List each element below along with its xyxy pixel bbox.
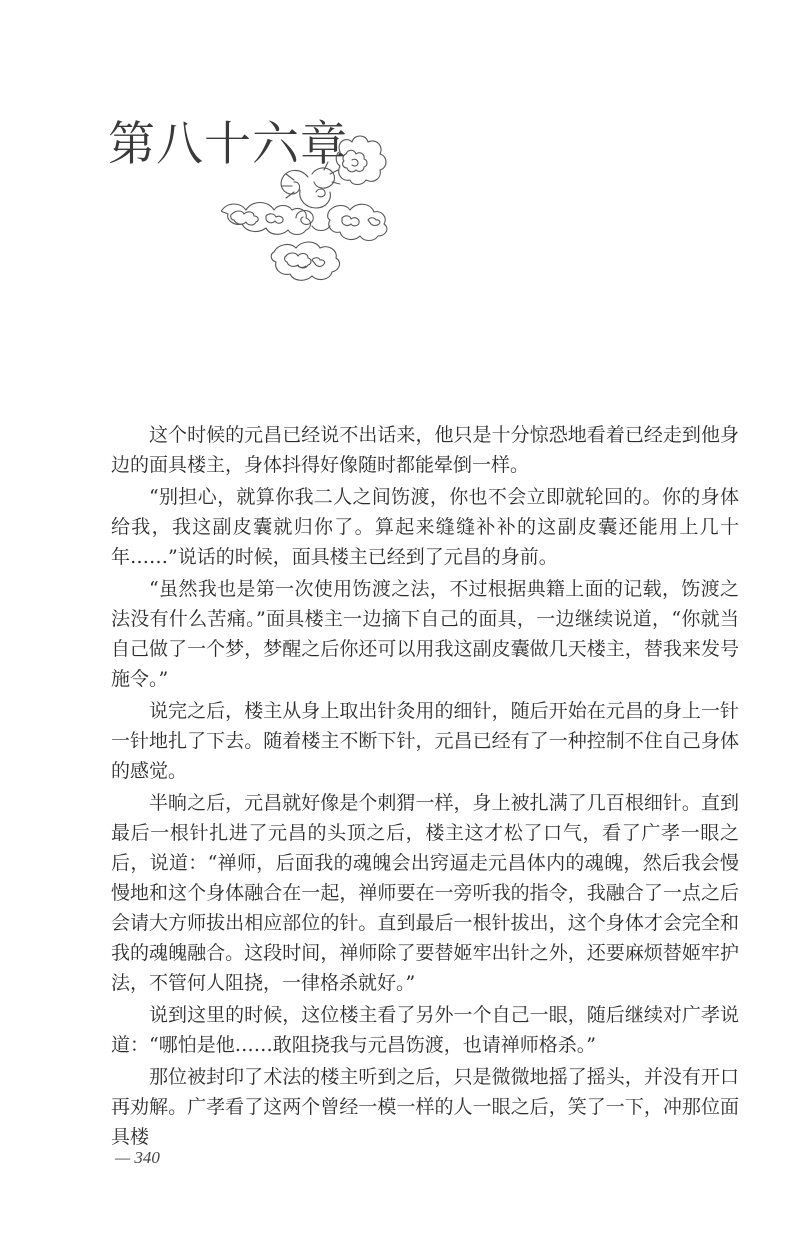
- paragraph: 说完之后，楼主从身上取出针灸用的细针，随后开始在元昌的身上一针一针地扎了下去。随着楼主不断下针，元昌已经有了一种控制不住自己身体的感觉。: [111, 700, 739, 782]
- paragraph: “虽然我也是第一次使用饬渡之法，不过根据典籍上面的记载，饬渡之法没有什么苦痛。”面具楼主一边摘下自己的面具，一边继续说道，“你就当自己做了一个梦，梦醒之后你还可以用我这副皮囊做几天楼主，替我来发号施令。”: [111, 578, 739, 690]
- paragraph: 半晌之后，元昌就好像是个刺猬一样，身上被扎满了几百根细针。直到最后一根针扎进了元昌的头顶之后，楼主这才松了口气，看了广孝一眼之后，说道：“禅师，后面我的魂魄会出窍逼走元昌体内的魂魄，然后我会慢慢地和这个身体融合在一起，禅师要在一旁听我的指令，我融合了一点之后会请大方师拔出相应部位的针。直到最后一根针拔出，这个身体才会完全和我的魂魄融合。这段时间，禅师除了要替姬牢出针之外，还要麻烦替姬牢护法，不管何人阻挠，一律格杀就好。”: [111, 792, 739, 994]
- paragraph: 这个时候的元昌已经说不出话来，他只是十分惊恐地看着已经走到他身边的面具楼主，身体抖得好像随时都能晕倒一样。: [111, 424, 739, 476]
- chapter-title: 第八十六章: [108, 117, 348, 172]
- paragraph: “别担心，就算你我二人之间饬渡，你也不会立即就轮回的。你的身体给我，我这副皮囊就归你了。算起来缝缝补补的这副皮囊还能用上几十年……”说话的时候，面具楼主已经到了元昌的身前。: [111, 486, 739, 568]
- page-number: — 340: [115, 1148, 160, 1167]
- paragraph: 那位被封印了术法的楼主听到之后，只是微微地摇了摇头，并没有开口再劝解。广孝看了这两个曾经一模一样的人一眼之后，笑了一下，冲那位面具楼: [111, 1066, 739, 1148]
- cloud-dragon-ornament-icon: [212, 122, 404, 288]
- chapter-body: [111, 420, 739, 1154]
- paragraph: 说到这里的时候，这位楼主看了另外一个自己一眼，随后继续对广孝说道：“哪怕是他……敢阻挠我与元昌饬渡，也请禅师格杀。”: [111, 1004, 739, 1056]
